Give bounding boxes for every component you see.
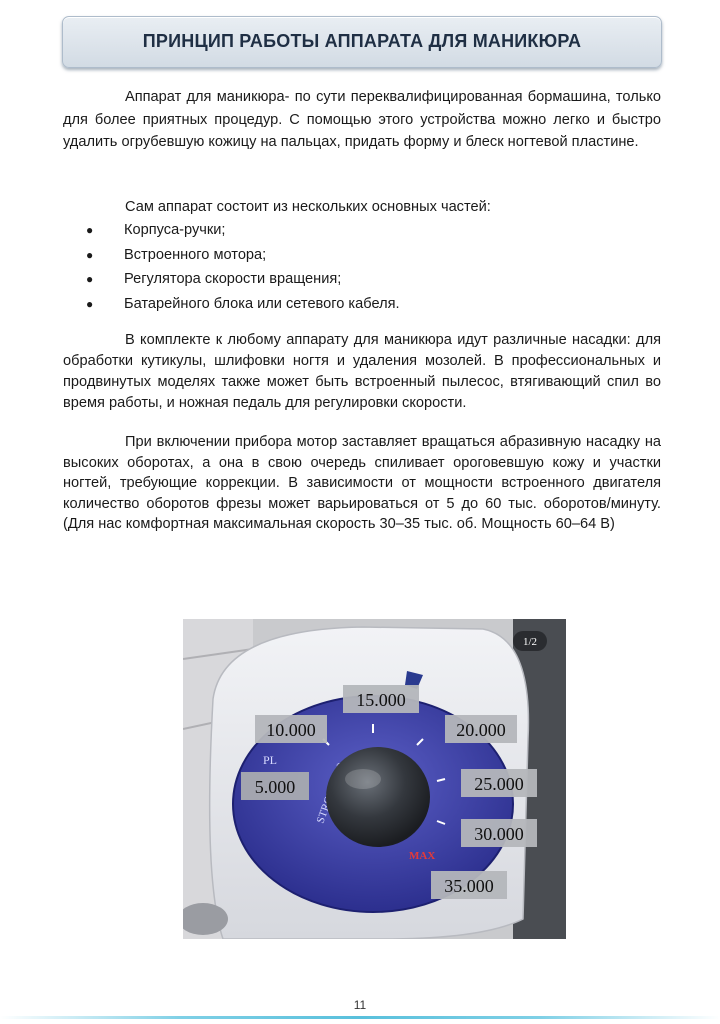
list-item: ● Корпуса-ручки; [86,218,400,243]
speed-label-30000 [461,819,537,847]
dial-pl-label: PL [263,753,278,767]
parts-list [86,218,400,316]
speed-label-15000 [343,685,419,713]
speed-knob [326,747,430,847]
speed-label-35000 [431,871,507,899]
svg-text:15.000: 15.000 [356,690,406,710]
svg-text:25.000: 25.000 [474,774,524,794]
parts-intro: Сам аппарат состоит из нескольких основных частей: [125,199,491,215]
footer-divider [0,1016,720,1019]
kit-paragraph: В комплекте к любому аппарату для маникюра идут различные насадки: для обработки кутикулы, шлифовки ногтя и удаления мозолей. В профессиональных и продвинутых моделях также может быть встроенный пылесос, втягивающий спил во время работы, и ножная педаль для регулировки скорости. [63,332,661,411]
list-item: ● Регулятора скорости вращения; [86,267,400,292]
bullet-icon: ● [86,247,94,262]
svg-text:20.000: 20.000 [456,720,506,740]
bullet-icon: ● [86,272,94,286]
svg-text:35.000: 35.000 [444,876,494,896]
bullet-icon: ● [86,223,94,237]
svg-text:1/2: 1/2 [522,636,538,648]
dial-max-label: MAX [409,850,436,862]
svg-text:10.000: 10.000 [266,720,316,740]
page-title: ПРИНЦИП РАБОТЫ АППАРАТА ДЛЯ МАНИКЮРА [142,31,582,51]
speed-label-10000 [255,715,327,743]
title-banner [62,16,662,68]
list-item: ● Батарейного блока или сетевого кабеля. [86,292,400,317]
speed-label-5000 [241,772,309,800]
work-paragraph: При включении прибора мотор заставляет вращаться абразивную насадку на высоких оборотах, а она в свою очередь спиливает ороговевшую кожу и участки ногтей, требующие коррекции. В зависимости от мощности встроенного двигателя количество оборотов фрезы может варьироваться от 5 до 60 тыс. оборотов/минуту. (Для нас комфортная максимальная скорость 30–35 тыс. об. Мощность 60–64 В) [63,434,661,532]
page-number: 11 [353,998,367,1012]
speed-label-20000 [445,715,517,743]
list-item: ● Встроенного мотора; [86,243,400,268]
intro-paragraph: Аппарат для маникюра- по сути переквалифицированная бормашина, только для более приятных процедур. С помощью этого устройства можно легко и быстро удалить огрубевшую кожицу на пальцах, придать форму и блеск ногтевой пластине. [63,89,661,150]
svg-text:5.000: 5.000 [254,777,296,797]
speed-label-25000 [461,769,537,797]
device-photo [183,619,566,939]
bullet-icon: ● [86,296,94,311]
svg-text:30.000: 30.000 [474,824,524,844]
